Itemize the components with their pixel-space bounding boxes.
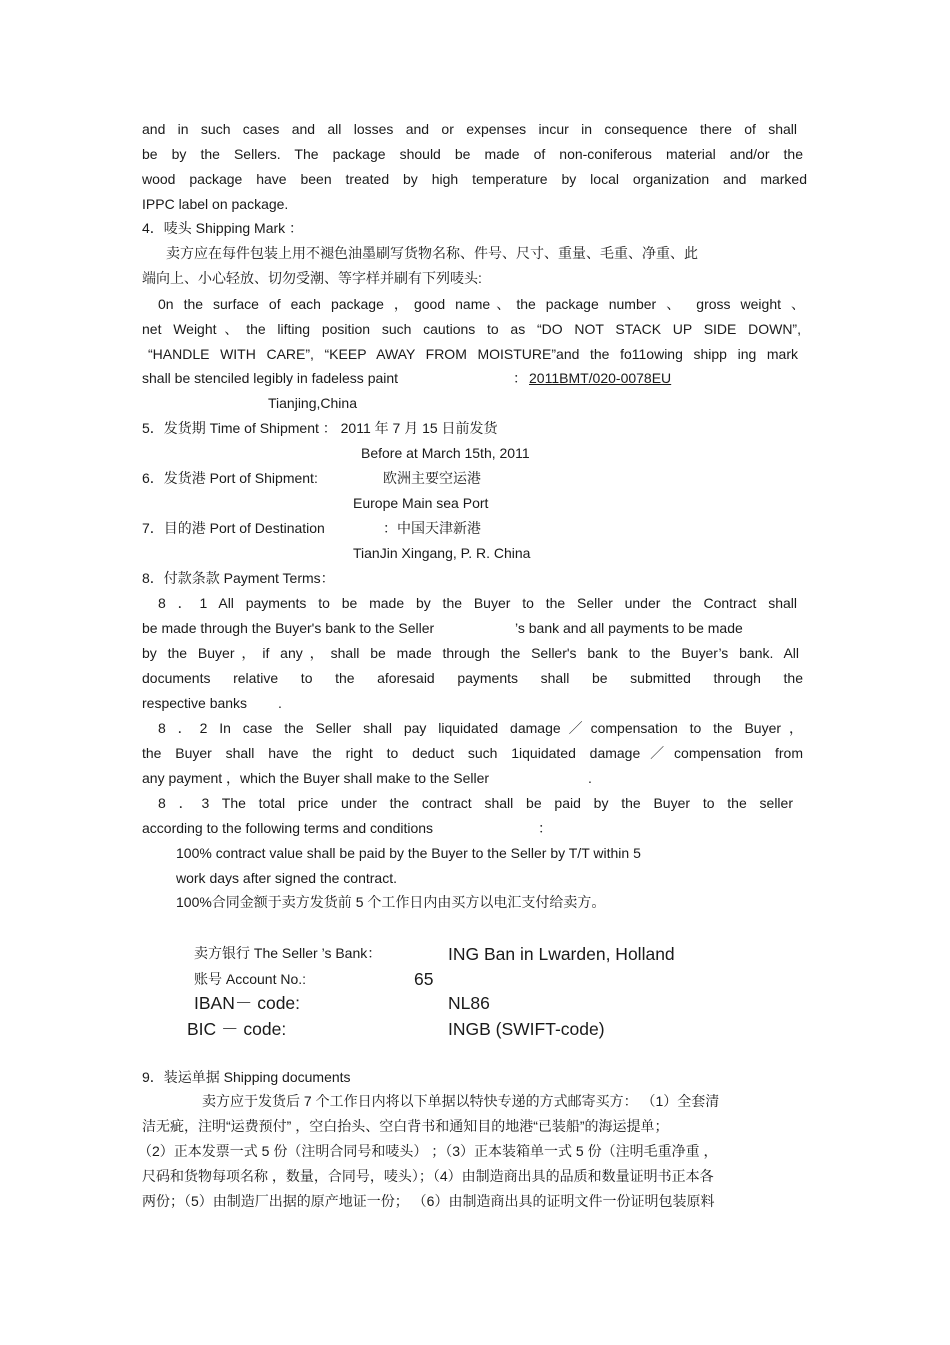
seller-bank-value: ING Ban in Lwarden, Holland — [448, 944, 675, 964]
body-line: 洁无疵，注明“运费预付” ，空白抬头、空白背书和通知目的地港“已装船”的海运提单； — [142, 1118, 669, 1134]
iban-label: IBAN－ code: — [194, 993, 301, 1013]
period: . — [588, 770, 592, 786]
body-line: 0n the surface of each package ，good name、the package number 、 gross weight 、 — [158, 296, 805, 312]
body-line: （2）正本发票一式 5 份（注明合同号和唛头） ；（3）正本装箱单一式 5 份（注明毛重净重 ， — [138, 1143, 718, 1159]
body-line: 100%合同金额于卖方发货前 5 个工作日内由买方以电汇支付给卖方。 — [176, 894, 606, 910]
section-heading-port-of-destination: 7．目的港 Port of Destination — [142, 520, 325, 536]
body-line: 8 ．2 In case the Seller shall pay liquidated damage／compensation to the Buyer， — [158, 720, 803, 736]
colon: ： — [538, 820, 552, 836]
body-line: the Buyer shall have the right to deduct such 1iquidated damage／compensation from — [142, 745, 803, 761]
port-of-shipment-cn: 欧洲主要空运港 — [383, 470, 481, 486]
port-of-destination-en: TianJin Xingang, P. R. China — [353, 545, 531, 561]
shipping-mark-code: 2011BMT/020-0078EU — [529, 370, 672, 386]
body-line: 尺码和货物每项名称 ，数量，合同号，唛头）；（4）由制造商出具的品质和数量证明书正本各 — [142, 1168, 714, 1184]
body-line: work days after signed the contract. — [176, 870, 397, 886]
iban-value: NL86 — [448, 993, 490, 1013]
section-heading-port-of-shipment: 6．发货港 Port of Shipment: — [142, 470, 318, 486]
body-line: 卖方应于发货后 7 个工作日内将以下单据以特快专递的方式邮寄买方： （1）全套清 — [202, 1093, 720, 1109]
account-label: 账号 Account No.: — [194, 971, 307, 987]
section-heading-shipping-documents: 9．装运单据 Shipping documents — [142, 1069, 351, 1085]
body-line: be made through the Buyer's bank to the Seller — [142, 620, 435, 636]
shipping-mark-city: Tianjing,China — [268, 395, 357, 411]
colon: ： — [513, 370, 527, 386]
body-line: 端向上、小心轻放、切勿受潮、等字样并刷有下列唛头: — [142, 270, 482, 286]
bic-label: BIC － code: — [187, 1019, 287, 1039]
body-line: be by the Sellers. The package should be made of non-coniferous material and/or the — [142, 146, 803, 162]
body-line: ’s bank and all payments to be made — [515, 620, 743, 636]
account-value: 65 — [414, 969, 434, 989]
body-line: shall be stenciled legibly in fadeless paint — [142, 370, 399, 386]
body-line: 两份；（5）由制造厂出据的原产地证一份； （6）由制造商出具的证明文件一份证明包装原料 — [142, 1193, 715, 1209]
body-line: 100% contract value shall be paid by the Buyer to the Seller by T/T within 5 — [176, 845, 641, 861]
body-line: IPPC label on package. — [142, 196, 289, 212]
body-line: respective banks — [142, 695, 248, 711]
port-of-destination-cn: ：中国天津新港 — [383, 520, 481, 536]
body-line: 卖方应在每件包装上用不褪色油墨刷写货物名称、件号、尺寸、重量、毛重、净重、此 — [166, 245, 698, 261]
section-heading-shipping-mark: 4．唛头 Shipping Mark ： — [142, 220, 304, 236]
body-line: 8 ．1 All payments to be made by the Buyer to the Seller under the Contract shall — [158, 595, 797, 611]
body-line: and in such cases and all losses and or expenses incur in consequence there of shall — [142, 121, 797, 137]
section-heading-payment-terms: 8．付款条款 Payment Terms： — [142, 570, 335, 586]
body-line: by the Buyer，if any，shall be made through the Seller's bank to the Buyer’s bank. All — [142, 645, 799, 661]
body-line: documents relative to the aforesaid payments shall be submitted through the — [142, 670, 803, 686]
body-line: according to the following terms and conditions — [142, 820, 434, 836]
seller-bank-label: 卖方银行 The Seller ’s Bank： — [194, 945, 382, 961]
port-of-shipment-en: Europe Main sea Port — [353, 495, 489, 511]
bic-value: INGB (SWIFT-code) — [448, 1019, 605, 1039]
body-line: net Weight、the lifting position such cautions to as “DO NOT STACK UP SIDE DOWN”, — [142, 321, 801, 337]
section-heading-time-of-shipment: 5．发货期 Time of Shipment ： 2011 年 7 月 15 日前发货 — [142, 420, 498, 436]
body-line: any payment ，which the Buyer shall make to the Seller — [142, 770, 490, 786]
body-line: wood package have been treated by high temperature by local organization and marked — [142, 171, 807, 187]
body-line: 8 ．3 The total price under the contract shall be paid by the Buyer to the seller — [158, 795, 793, 811]
period: . — [278, 695, 282, 711]
time-of-shipment-en: Before at March 15th, 2011 — [361, 445, 530, 461]
body-line: “HANDLE WITH CARE”, “KEEP AWAY FROM MOISTURE”and the fo11owing shipp ing mark — [148, 346, 798, 362]
